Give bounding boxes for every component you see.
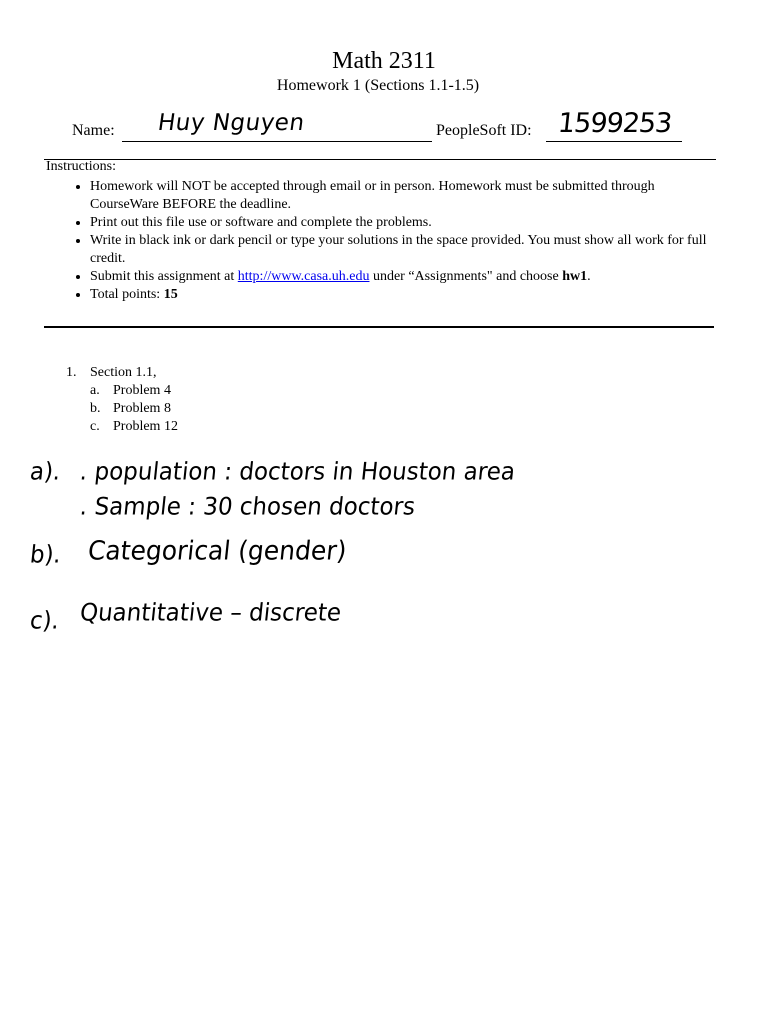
submit-prefix: Submit this assignment at	[90, 269, 235, 284]
answer-a-line1: . population : doctors in Houston area	[78, 458, 517, 486]
page-subtitle: Homework 1 (Sections 1.1-1.5)	[276, 77, 480, 94]
submit-end: .	[587, 269, 591, 284]
submit-link[interactable]: http://www.casa.uh.edu	[237, 269, 370, 284]
subproblem-letter: a.	[90, 383, 100, 398]
answer-b-label: b).	[28, 541, 63, 569]
subproblem-letter: c.	[90, 419, 100, 434]
instruction-item: • Write in black ink or dark pencil or type your solutions in the space provided. You must show all work for full credit.	[90, 232, 712, 268]
answer-c-text: Quantitative – discrete	[78, 599, 343, 627]
name-handwritten: Huy Nguyen	[156, 110, 307, 136]
subproblem-text: Problem 12	[113, 419, 178, 434]
name-label: Name:	[72, 122, 115, 139]
problem-section: Section 1.1,	[90, 365, 157, 380]
points-label: Total points:	[90, 287, 161, 302]
answer-a-line2: . Sample : 30 chosen doctors	[78, 493, 417, 521]
submit-middle: under “Assignments" and choose	[369, 269, 559, 284]
page-title: Math 2311	[332, 48, 436, 74]
instruction-item: • Print out this file use or software and complete the problems.	[90, 214, 712, 232]
instructions-heading: Instructions:	[46, 159, 116, 174]
answer-b-text: Categorical (gender)	[86, 535, 349, 566]
subproblem-text: Problem 4	[113, 383, 171, 398]
problem-number: 1.	[66, 365, 77, 380]
submit-hw-name: hw1	[562, 269, 588, 284]
answer-c-label: c).	[28, 607, 61, 635]
id-handwritten: 1599253	[556, 108, 673, 139]
peoplesoft-id-label: PeopleSoft ID:	[436, 122, 532, 139]
subproblem-letter: b.	[90, 401, 101, 416]
instruction-item: • Homework will NOT be accepted through email or in person. Homework must be submitted through CourseWare BEFORE the deadline.	[90, 178, 712, 214]
points-value: 15	[163, 287, 178, 302]
subproblem-text: Problem 8	[113, 401, 171, 416]
answer-a-label: a).	[28, 458, 62, 486]
